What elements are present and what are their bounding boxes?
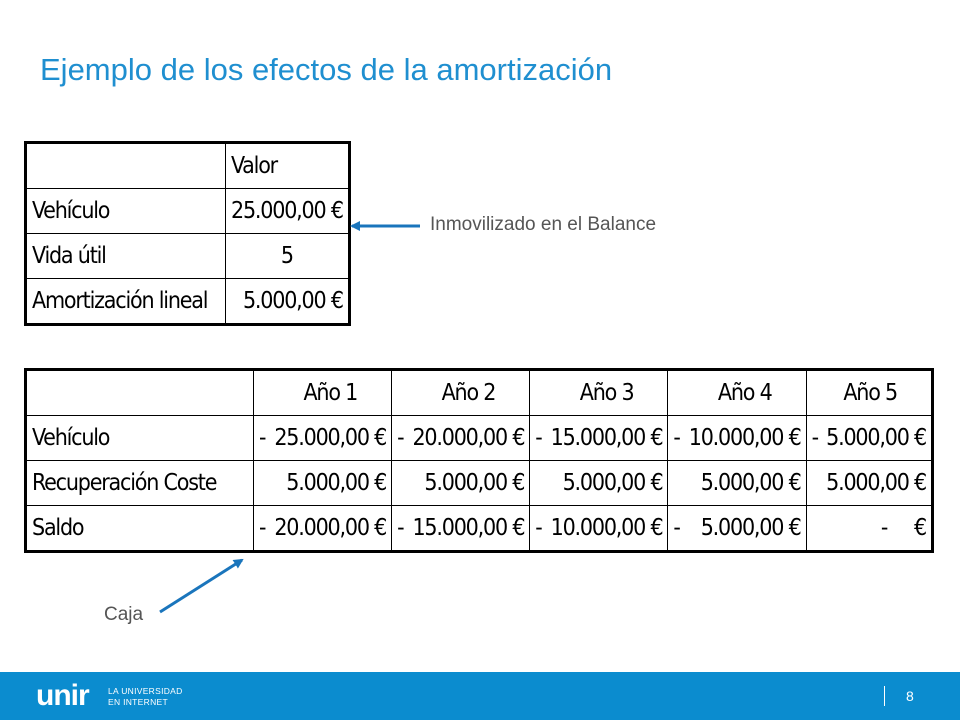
sign: - xyxy=(397,424,404,451)
amount: 5.000,00 € xyxy=(700,514,801,541)
row-label: Vida útil xyxy=(26,234,226,279)
amount: 5.000,00 € xyxy=(562,469,663,496)
header-valor: Valor xyxy=(226,143,350,189)
amount: 25.000,00 € xyxy=(274,424,387,451)
amount: 5.000,00 € xyxy=(826,469,926,496)
header-year-4: Año 4 xyxy=(668,370,806,416)
row-label: Vehículo xyxy=(26,416,254,461)
unir-logo: unir xyxy=(36,679,89,712)
amount: 5.000,00 € xyxy=(826,424,926,451)
amount: 5.000,00 € xyxy=(424,469,525,496)
sign: - xyxy=(535,514,542,541)
caja-arrow xyxy=(160,560,242,612)
row-label: Saldo xyxy=(26,506,254,552)
row-value: 25.000,00 € xyxy=(226,189,350,234)
page-number: 8 xyxy=(906,688,914,704)
logo-tagline xyxy=(108,686,183,708)
sign: - xyxy=(259,514,266,541)
sign: - xyxy=(673,514,680,541)
amount: 15.000,00 € xyxy=(550,424,663,451)
header-year-2: Año 2 xyxy=(392,370,530,416)
footer-divider xyxy=(884,686,885,706)
header-year-5: Año 5 xyxy=(806,370,932,416)
amount: 20.000,00 € xyxy=(412,424,525,451)
row-label: Amortización lineal xyxy=(26,279,226,325)
slide-title: Ejemplo de los efectos de la amortización xyxy=(40,52,613,87)
amount: - € xyxy=(880,514,926,541)
sign: - xyxy=(397,514,404,541)
row-label: Recuperación Coste xyxy=(26,461,254,506)
sign: - xyxy=(673,424,680,451)
sign: - xyxy=(535,424,542,451)
row-value: 5 xyxy=(226,234,350,279)
amount: 5.000,00 € xyxy=(700,469,801,496)
sign: - xyxy=(259,424,266,451)
balance-annotation: Inmovilizado en el Balance xyxy=(430,214,657,235)
header-year-3: Año 3 xyxy=(530,370,668,416)
footer-bar xyxy=(0,672,960,720)
caja-annotation: Caja xyxy=(104,604,144,625)
amount: 20.000,00 € xyxy=(274,514,387,541)
tagline-line-2: EN INTERNET xyxy=(108,697,168,707)
row-label: Vehículo xyxy=(26,189,226,234)
tagline-line-1: LA UNIVERSIDAD xyxy=(108,686,183,696)
amount: 5.000,00 € xyxy=(286,469,387,496)
amount: 10.000,00 € xyxy=(688,424,801,451)
amount: 10.000,00 € xyxy=(550,514,663,541)
amount: 15.000,00 € xyxy=(412,514,525,541)
sign: - xyxy=(811,424,818,451)
header-year-1: Año 1 xyxy=(254,370,392,416)
row-value: 5.000,00 € xyxy=(226,279,350,325)
